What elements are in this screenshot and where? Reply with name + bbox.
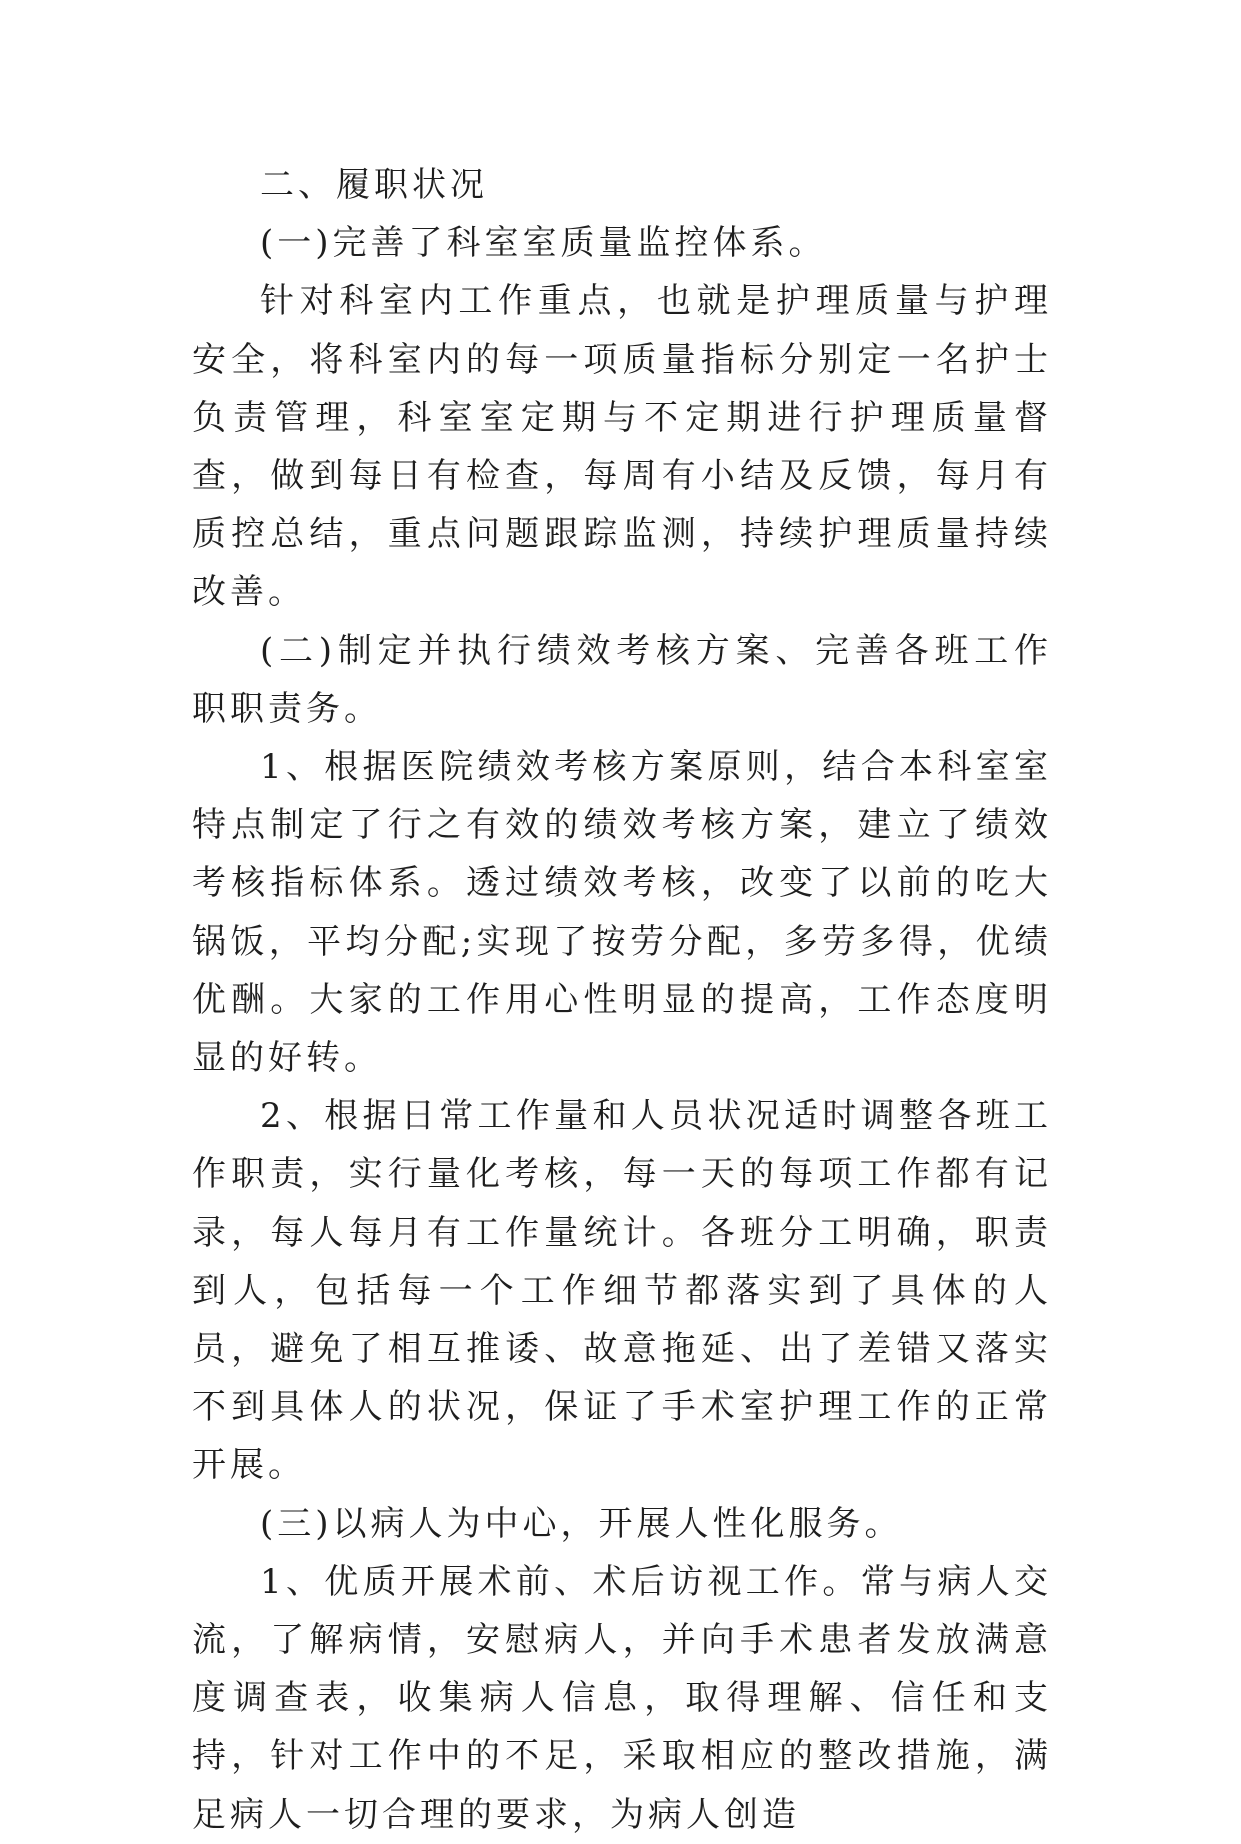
subheading-quality-monitoring: (一)完善了科室室质量监控体系。 <box>260 223 827 264</box>
section-heading-duties: 二、履职状况 <box>260 165 488 205</box>
document-body <box>192 156 1052 1844</box>
paragraph-performance-item-1: 1、根据医院绩效考核方案原则，结合本科室室特点制定了行之有效的绩效考核方案，建立了绩效考核指标体系。透过绩效考核，改变了以前的吃大锅饭，平均分配;实现了按劳分配，多劳多得，优绩优酬。大家的工作用心性明显的提高，工作态度明显的好转。 <box>192 747 1052 1079</box>
subheading-patient-centered: (三)以病人为中心，开展人性化服务。 <box>260 1503 903 1544</box>
paragraph-performance-item-2: 2、根据日常工作量和人员状况适时调整各班工作职责，实行量化考核，每一天的每项工作都有记录，每人每月有工作量统计。各班分工明确，职责到人，包括每一个工作细节都落实到了具体的人员，避免了相互推诿、故意拖延、出了差错又落实不到具体人的状况，保证了手术室护理工作的正常开展。 <box>192 1096 1052 1486</box>
paragraph-quality-monitoring: 针对科室内工作重点，也就是护理质量与护理安全，将科室内的每一项质量指标分别定一名护士负责管理，科室室定期与不定期进行护理质量督查，做到每日有检查，每周有小结及反馈，每月有质控总结，重点问题跟踪监测，持续护理质量持续改善。 <box>192 281 1052 613</box>
paragraph-patient-item-1: 1、优质开展术前、术后访视工作。常与病人交流，了解病情，安慰病人，并向手术患者发放满意度调查表，收集病人信息，取得理解、信任和支持，针对工作中的不足，采取相应的整改措施，满足病人一切合理的要求，为病人创造 <box>192 1561 1052 1835</box>
subheading-performance-assessment: (二)制定并执行绩效考核方案、完善各班工作职职责务。 <box>192 630 1052 729</box>
